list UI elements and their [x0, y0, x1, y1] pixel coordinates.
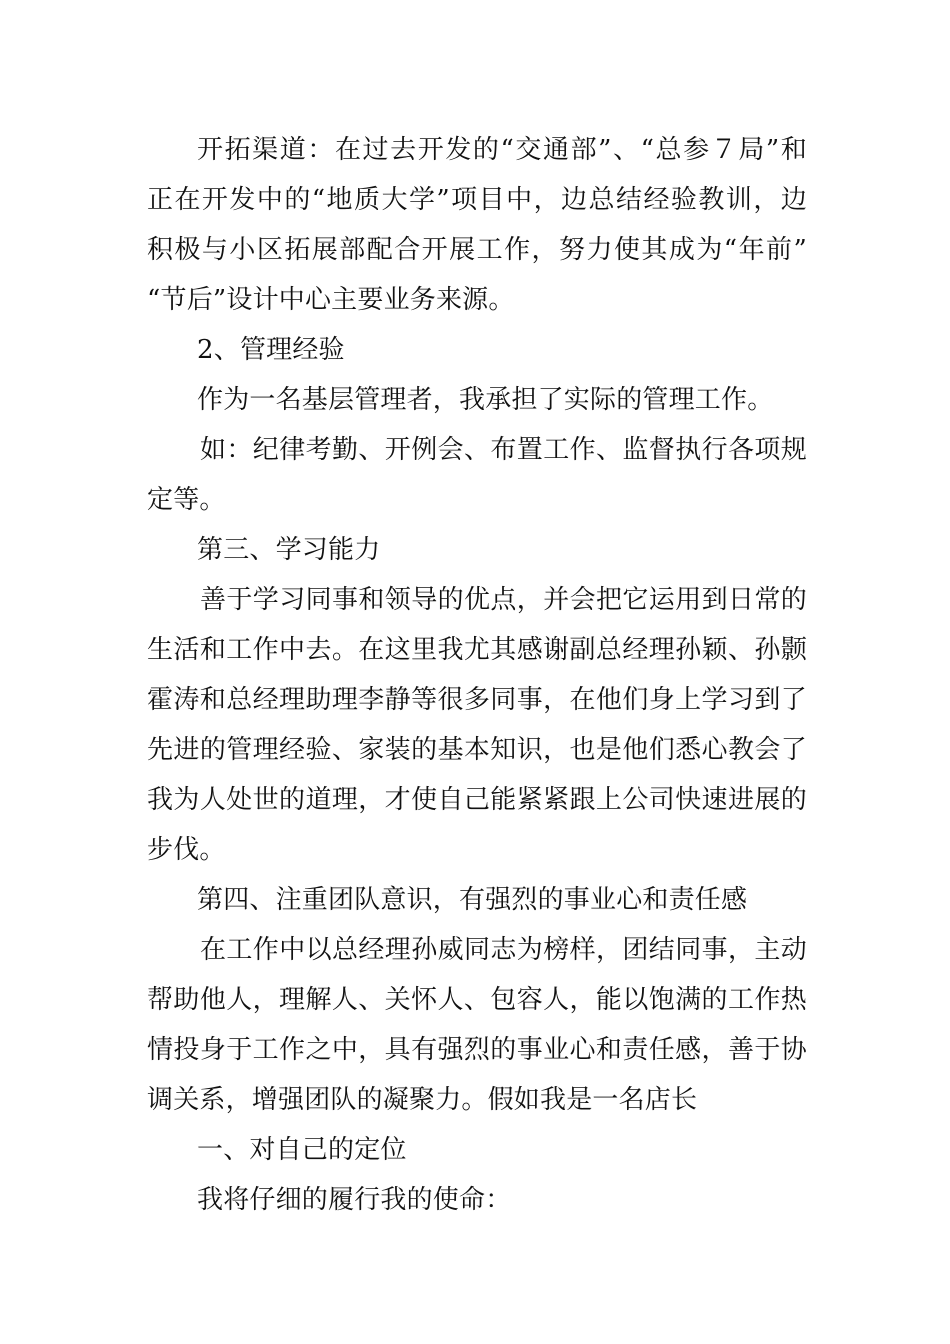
- section-heading: 第三、学习能力: [197, 535, 381, 565]
- section-heading: 2、管理经验: [197, 335, 345, 365]
- paragraph-line: 霍涛和总经理助理李静等很多同事，在他们身上学习到了: [147, 685, 807, 715]
- paragraph-line: 如：纪律考勤、开例会、布置工作、监督执行各项规: [200, 435, 807, 465]
- paragraph-line: 我将仔细的履行我的使命：: [197, 1185, 512, 1215]
- paragraph-line: 开拓渠道：在过去开发的“交通部”、“总参７局”和: [197, 135, 807, 165]
- paragraph-line: 我为人处世的道理，才使自己能紧紧跟上公司快速进展的: [147, 785, 807, 815]
- paragraph-line: 调关系，增强团队的凝聚力。假如我是一名店长: [147, 1085, 698, 1115]
- paragraph-line: 生活和工作中去。在这里我尤其感谢副总经理孙颖、孙颢: [147, 635, 807, 665]
- paragraph-line: 帮助他人，理解人、关怀人、包容人，能以饱满的工作热: [147, 985, 807, 1015]
- paragraph-line: “节后”设计中心主要业务来源。: [147, 285, 515, 315]
- paragraph-line: 在工作中以总经理孙威同志为榜样，团结同事，主动: [200, 935, 807, 965]
- paragraph-line: 情投身于工作之中，具有强烈的事业心和责任感，善于协: [147, 1035, 807, 1065]
- paragraph-line: 定等。: [147, 485, 226, 515]
- paragraph-line: 善于学习同事和领导的优点，并会把它运用到日常的: [200, 585, 807, 615]
- section-heading: 一、对自己的定位: [197, 1135, 407, 1165]
- paragraph-line: 步伐。: [147, 835, 226, 865]
- paragraph-line: 正在开发中的“地质大学”项目中，边总结经验教训，边: [147, 185, 807, 215]
- paragraph-line: 作为一名基层管理者，我承担了实际的管理工作。: [197, 385, 774, 415]
- paragraph-line: 积极与小区拓展部配合开展工作，努力使其成为“年前”: [147, 235, 807, 265]
- paragraph-line: 先进的管理经验、家装的基本知识，也是他们悉心教会了: [147, 735, 807, 765]
- section-heading: 第四、注重团队意识，有强烈的事业心和责任感: [197, 885, 748, 915]
